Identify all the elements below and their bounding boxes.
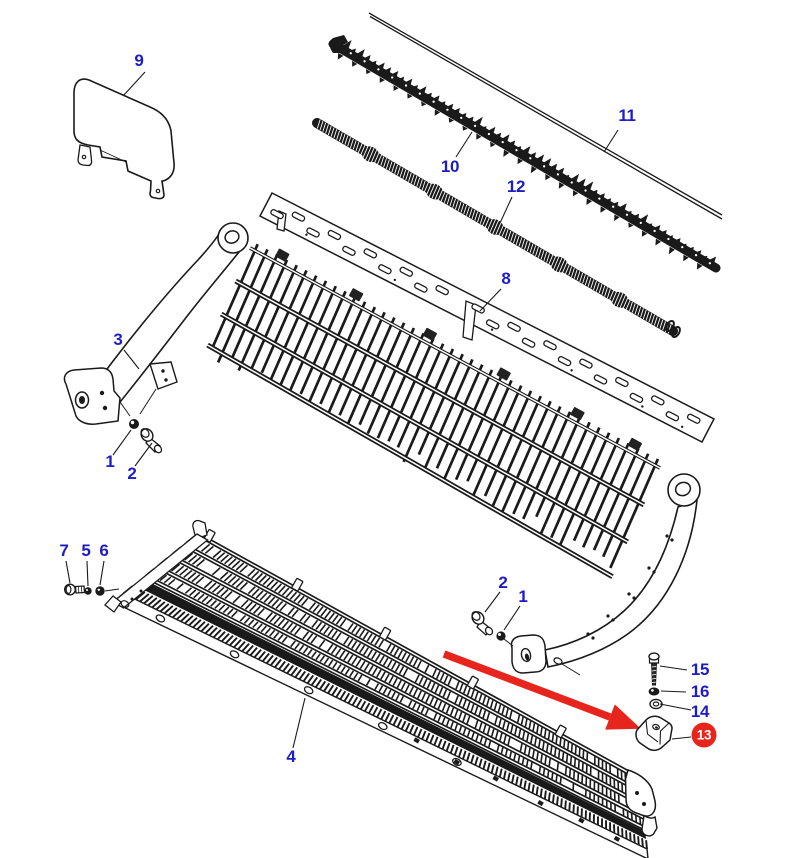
callout-1-right[interactable]: 1 <box>518 587 528 606</box>
callout-12[interactable]: 12 <box>506 177 526 196</box>
callout-5[interactable]: 5 <box>81 541 91 560</box>
callout-13-highlighted[interactable]: 13 <box>692 723 717 748</box>
callout-16[interactable]: 16 <box>690 682 710 701</box>
callout-6[interactable]: 6 <box>99 541 109 560</box>
callout-7[interactable]: 7 <box>59 541 69 560</box>
callout-2-left[interactable]: 2 <box>127 464 137 483</box>
callout-10[interactable]: 10 <box>440 157 460 176</box>
callout-11[interactable]: 11 <box>618 106 636 125</box>
callout-14[interactable]: 14 <box>690 702 710 721</box>
callout-1-left[interactable]: 1 <box>105 452 115 471</box>
callout-4[interactable]: 4 <box>286 747 296 766</box>
callout-8[interactable]: 8 <box>501 269 511 288</box>
callout-15[interactable]: 15 <box>690 660 710 679</box>
callout-9[interactable]: 9 <box>134 51 144 70</box>
callout-3[interactable]: 3 <box>113 330 123 349</box>
callout-2-right[interactable]: 2 <box>498 573 508 592</box>
